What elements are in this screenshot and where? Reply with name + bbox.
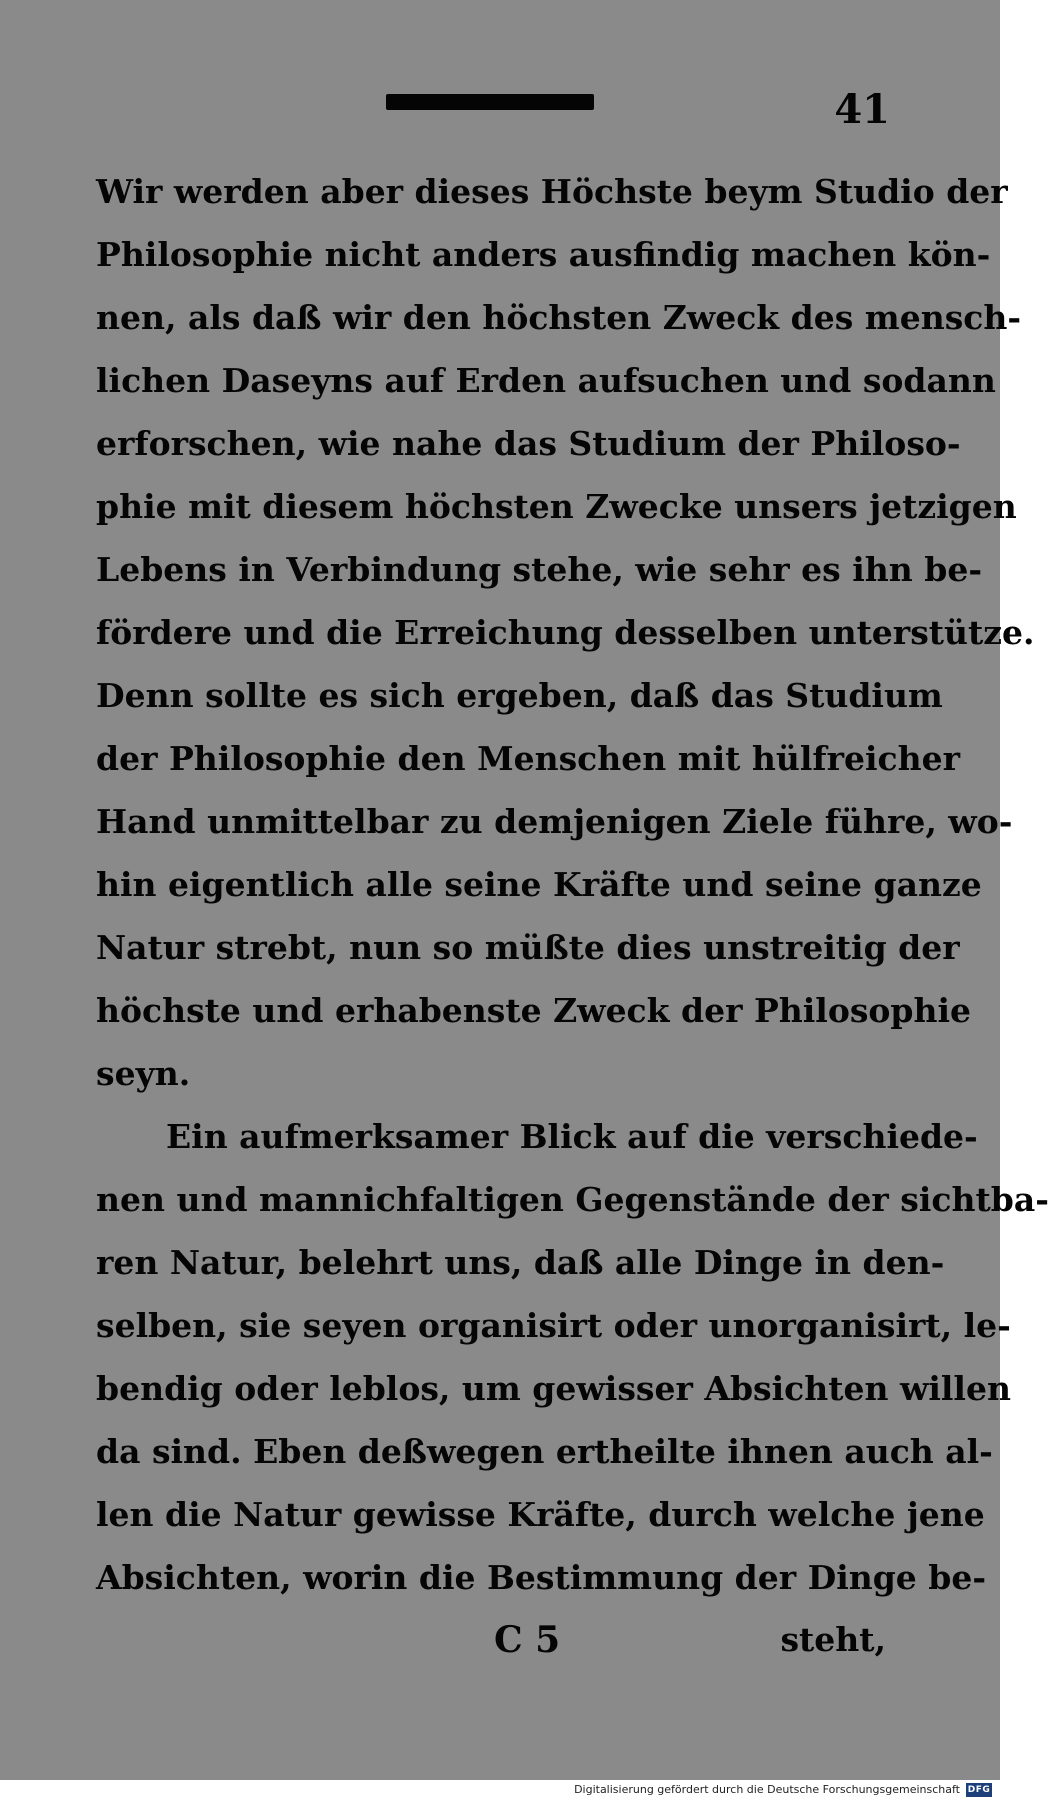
credit-bar (0, 1780, 1000, 1800)
text-line: Philosophie nicht anders ausfindig machen kön- (96, 235, 991, 274)
text-line-paragraph-end: seyn. (96, 1054, 191, 1093)
text-line: der Philosophie den Menschen mit hülfreicher (96, 739, 961, 778)
credit-text: Digitalisierung gefördert durch die Deutsche Forschungsgemeinschaft (574, 1783, 960, 1796)
text-line: Absichten, worin die Bestimmung der Dinge be- (96, 1558, 987, 1597)
text-line: Denn sollte es sich ergeben, daß das Studium (96, 676, 943, 715)
text-line: nen, als daß wir den höchsten Zweck des mensch- (96, 298, 1022, 337)
body-text (96, 160, 1049, 1609)
text-line: da sind. Eben deßwegen ertheilte ihnen auch al- (96, 1432, 993, 1471)
text-line: nen und mannichfaltigen Gegenstände der sichtba- (96, 1180, 1049, 1219)
catchword: steht, (780, 1620, 886, 1659)
text-line: len die Natur gewisse Kräfte, durch welche jene (96, 1495, 985, 1534)
signature-mark: C 5 (494, 1619, 561, 1661)
text-line: phie mit diesem höchsten Zwecke unsers jetzigen (96, 487, 1017, 526)
text-line: Wir werden aber dieses Höchste beym Studio der (96, 172, 1008, 211)
text-line: höchste und erhabenste Zweck der Philosophie (96, 991, 972, 1030)
text-line: hin eigentlich alle seine Kräfte und seine ganze (96, 865, 982, 904)
text-line: selben, sie seyen organisirt oder unorganisirt, le- (96, 1306, 1011, 1345)
text-line: ren Natur, belehrt uns, daß alle Dinge in den- (96, 1243, 945, 1282)
text-line: Hand unmittelbar zu demjenigen Ziele führe, wo- (96, 802, 1013, 841)
text-line: lichen Daseyns auf Erden aufsuchen und sodann (96, 361, 996, 400)
header-rule (386, 94, 594, 110)
dfg-logo: DFG (967, 1785, 991, 1795)
text-line-paragraph-start: Ein aufmerksamer Blick auf die verschiede- (166, 1117, 978, 1156)
page-footer (96, 1610, 886, 1670)
text-line: Lebens in Verbindung stehe, wie sehr es ihn be- (96, 550, 983, 589)
text-line: Natur strebt, nun so müßte dies unstreitig der (96, 928, 960, 967)
text-line: bendig oder leblos, um gewisser Absichten willen (96, 1369, 1011, 1408)
text-line: fördere und die Erreichung desselben unterstütze. (96, 613, 1035, 652)
text-line: erforschen, wie nahe das Studium der Philoso- (96, 424, 961, 463)
page-number: 41 (834, 86, 890, 133)
